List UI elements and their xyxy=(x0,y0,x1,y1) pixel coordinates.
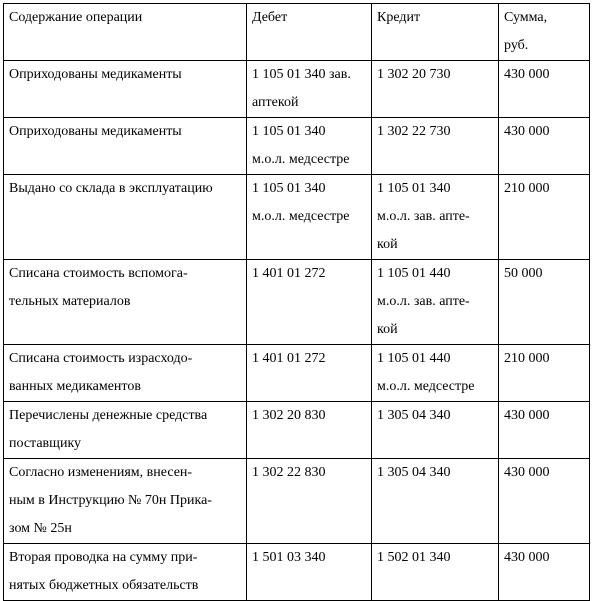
debit-cell xyxy=(247,544,372,601)
table-row xyxy=(4,61,590,118)
cell-text-line: 430 000 xyxy=(504,67,550,82)
credit-cell xyxy=(372,118,499,175)
amount-cell xyxy=(499,345,590,402)
operation-cell xyxy=(4,544,247,601)
table-row xyxy=(4,118,590,175)
cell-text-line: кой xyxy=(377,237,398,252)
operation-cell xyxy=(4,175,247,260)
table-row xyxy=(4,175,590,260)
cell-text-line: 430 000 xyxy=(504,408,550,423)
cell-text-line: нятых бюджетных обязательств xyxy=(9,578,199,593)
credit-cell xyxy=(372,61,499,118)
cell-text-line: поставщику xyxy=(9,436,82,451)
cell-text-line: 1 305 04 340 xyxy=(377,408,451,423)
cell-text-line: 1 302 20 730 xyxy=(377,67,451,82)
cell-text-line: 430 000 xyxy=(504,550,550,565)
cell-text-line: Списана стоимость вспомога- xyxy=(9,266,188,281)
cell-text-line: 1 501 03 340 xyxy=(252,550,326,565)
debit-cell xyxy=(247,459,372,544)
header-debit xyxy=(247,4,372,61)
cell-text-line: 1 305 04 340 xyxy=(377,465,451,480)
cell-text-line: 1 105 01 440 xyxy=(377,266,451,281)
cell-text-line: м.о.л. медсестре xyxy=(377,379,475,394)
operation-cell xyxy=(4,402,247,459)
credit-cell xyxy=(372,402,499,459)
cell-text-line: 1 105 01 440 xyxy=(377,351,451,366)
cell-text-line: Кредит xyxy=(377,10,421,25)
amount-cell xyxy=(499,61,590,118)
cell-text-line: м.о.л. зав. апте- xyxy=(377,294,470,309)
cell-text-line: м.о.л. медсестре xyxy=(252,152,350,167)
amount-cell xyxy=(499,118,590,175)
cell-text-line: Дебет xyxy=(252,10,288,25)
cell-text-line: 430 000 xyxy=(504,124,550,139)
cell-text-line: 1 401 01 272 xyxy=(252,351,326,366)
cell-text-line: 1 302 20 830 xyxy=(252,408,326,423)
cell-text-line: тельных материалов xyxy=(9,294,131,309)
credit-cell xyxy=(372,459,499,544)
operation-cell xyxy=(4,118,247,175)
credit-cell xyxy=(372,544,499,601)
amount-cell xyxy=(499,459,590,544)
table-row xyxy=(4,459,590,544)
cell-text-line: Оприходованы медикаменты xyxy=(9,124,182,139)
cell-text-line: 1 105 01 340 зав. xyxy=(252,67,351,82)
cell-text-line: Содержание операции xyxy=(9,10,143,25)
cell-text-line: 1 502 01 340 xyxy=(377,550,451,565)
amount-cell xyxy=(499,260,590,345)
cell-text-line: зом № 25н xyxy=(9,521,72,536)
cell-text-line: 1 302 22 830 xyxy=(252,465,326,480)
cell-text-line: м.о.л. медсестре xyxy=(252,209,350,224)
table-row xyxy=(4,260,590,345)
amount-cell xyxy=(499,175,590,260)
cell-text-line: 210 000 xyxy=(504,351,550,366)
cell-text-line: ванных медикаментов xyxy=(9,379,141,394)
credit-cell xyxy=(372,345,499,402)
debit-cell xyxy=(247,61,372,118)
debit-cell xyxy=(247,118,372,175)
operation-cell xyxy=(4,459,247,544)
header-row xyxy=(4,4,590,61)
cell-text-line: 430 000 xyxy=(504,465,550,480)
cell-text-line: 1 105 01 340 xyxy=(377,181,451,196)
cell-text-line: м.о.л. зав. апте- xyxy=(377,209,470,224)
cell-text-line: Списана стоимость израсходо- xyxy=(9,351,193,366)
cell-text-line: аптекой xyxy=(252,95,299,110)
debit-cell xyxy=(247,175,372,260)
cell-text-line: Вторая проводка на сумму при- xyxy=(9,550,198,565)
header-credit xyxy=(372,4,499,61)
amount-cell xyxy=(499,402,590,459)
cell-text-line: Сумма, xyxy=(504,10,548,25)
accounting-entries-table xyxy=(3,3,590,601)
cell-text-line: кой xyxy=(377,322,398,337)
debit-cell xyxy=(247,402,372,459)
cell-text-line: 1 105 01 340 xyxy=(252,181,326,196)
cell-text-line: Оприходованы медикаменты xyxy=(9,67,182,82)
amount-cell xyxy=(499,544,590,601)
cell-text-line: 50 000 xyxy=(504,266,543,281)
operation-cell xyxy=(4,61,247,118)
debit-cell xyxy=(247,260,372,345)
cell-text-line: 1 302 22 730 xyxy=(377,124,451,139)
cell-text-line: Выдано со склада в эксплуатацию xyxy=(9,181,213,196)
operation-cell xyxy=(4,260,247,345)
cell-text-line: 1 105 01 340 xyxy=(252,124,326,139)
table-row xyxy=(4,345,590,402)
cell-text-line: ным в Инструкцию № 70н Прика- xyxy=(9,493,212,508)
credit-cell xyxy=(372,260,499,345)
cell-text-line: Перечислены денежные средства xyxy=(9,408,208,423)
cell-text-line: 1 401 01 272 xyxy=(252,266,326,281)
table-row xyxy=(4,544,590,601)
header-operation xyxy=(4,4,247,61)
header-amount xyxy=(499,4,590,61)
cell-text-line: 210 000 xyxy=(504,181,550,196)
operation-cell xyxy=(4,345,247,402)
cell-text-line: Согласно изменениям, внесен- xyxy=(9,465,193,480)
table-row xyxy=(4,402,590,459)
debit-cell xyxy=(247,345,372,402)
credit-cell xyxy=(372,175,499,260)
cell-text-line: руб. xyxy=(504,38,529,53)
